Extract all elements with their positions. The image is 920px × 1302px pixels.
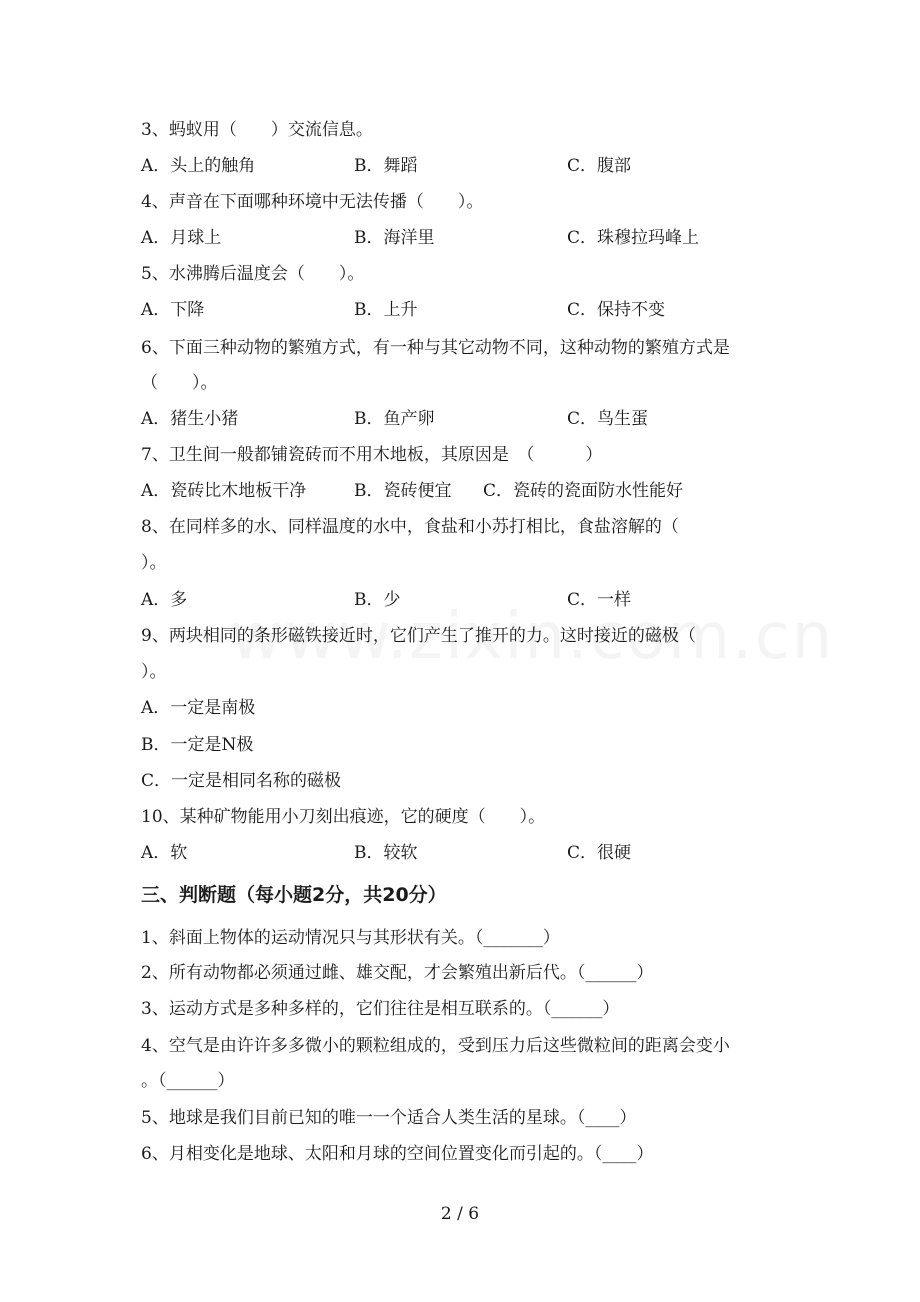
question-9-stem: 9、两块相同的条形磁铁接近时，它们产生了推开的力。这时接近的磁极（ [141, 626, 696, 646]
question-3-option-b[interactable]: B．舞蹈 [354, 156, 418, 176]
question-3-option-c[interactable]: C．腹部 [567, 156, 632, 176]
section-3-heading: 三、判断题（每小题2分，共20分） [141, 884, 447, 906]
question-10-option-b[interactable]: B．较软 [354, 843, 418, 863]
question-3-option-a[interactable]: A．头上的触角 [141, 156, 256, 176]
question-8-option-c[interactable]: C．一样 [567, 590, 632, 610]
question-5-option-a[interactable]: A．下降 [141, 300, 205, 320]
question-5-stem: 5、水沸腾后温度会（ ）。 [141, 264, 365, 284]
judgment-3: 3、运动方式是多种多样的，它们往往是相互联系的。（______） [141, 999, 620, 1019]
judgment-5: 5、地球是我们目前已知的唯一一个适合人类生活的星球。（____） [141, 1108, 637, 1128]
question-9-stem-cont: ）。 [141, 662, 167, 682]
question-4-option-b[interactable]: B．海洋里 [354, 228, 435, 248]
question-6-stem-cont: （ ）。 [141, 373, 218, 393]
question-7-option-c[interactable]: C．瓷砖的瓷面防水性能好 [483, 481, 684, 501]
question-4-stem: 4、声音在下面哪种环境中无法传播（ ）。 [141, 192, 484, 212]
question-9-option-a[interactable]: A．一定是南极 [141, 698, 256, 718]
question-9-option-b[interactable]: B．一定是N极 [141, 735, 254, 755]
question-7-option-b[interactable]: B．瓷砖便宜 [354, 481, 452, 501]
judgment-4: 4、空气是由许许多多微小的颗粒组成的，受到压力后这些微粒间的距离会变小 [141, 1036, 730, 1056]
question-6-stem: 6、下面三种动物的繁殖方式，有一种与其它动物不同，这种动物的繁殖方式是 [141, 338, 730, 358]
judgment-4-cont: 。（______） [141, 1071, 235, 1091]
judgment-1: 1、斜面上物体的运动情况只与其形状有关。（_______） [141, 928, 560, 948]
question-8-stem: 8、在同样多的水、同样温度的水中，食盐和小苏打相比，食盐溶解的（ [141, 517, 679, 537]
question-7-option-a[interactable]: A．瓷砖比木地板干净 [141, 481, 307, 501]
question-10-option-c[interactable]: C．很硬 [567, 843, 632, 863]
question-8-option-b[interactable]: B．少 [354, 590, 401, 610]
question-6-option-a[interactable]: A．猪生小猪 [141, 409, 239, 429]
judgment-2: 2、所有动物都必须通过雌、雄交配，才会繁殖出新后代。（______） [141, 963, 654, 983]
question-6-option-b[interactable]: B．鱼产卵 [354, 409, 435, 429]
question-5-option-c[interactable]: C．保持不变 [567, 300, 666, 320]
page-number: 2 / 6 [440, 1204, 480, 1224]
question-7-stem: 7、卫生间一般都铺瓷砖而不用木地板，其原因是 （ ） [141, 445, 603, 465]
question-4-option-a[interactable]: A．月球上 [141, 228, 222, 248]
question-9-option-c[interactable]: C．一定是相同名称的磁极 [141, 771, 342, 791]
question-8-stem-cont: ）。 [141, 553, 167, 573]
question-5-option-b[interactable]: B．上升 [354, 300, 418, 320]
question-8-option-a[interactable]: A．多 [141, 590, 188, 610]
question-4-option-c[interactable]: C．珠穆拉玛峰上 [567, 228, 700, 248]
question-10-stem: 10、某种矿物能用小刀刻出痕迹，它的硬度（ ）。 [141, 807, 546, 827]
question-3-stem: 3、蚂蚁用（ ）交流信息。 [141, 120, 373, 140]
question-10-option-a[interactable]: A．软 [141, 843, 188, 863]
judgment-6: 6、月相变化是地球、太阳和月球的空间位置变化而引起的。（____） [141, 1144, 654, 1164]
question-6-option-c[interactable]: C．鸟生蛋 [567, 409, 649, 429]
